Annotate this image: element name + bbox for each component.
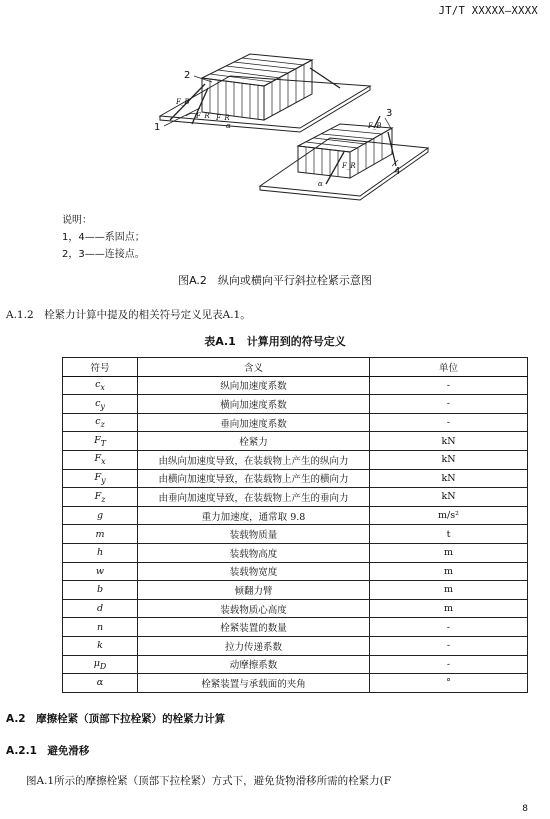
cell-unit: - [370,636,528,655]
cell-unit: - [370,376,528,395]
cell-meaning: 垂向加速度系数 [138,413,370,432]
cell-unit: kN [370,488,528,507]
cell-unit: kN [370,432,528,451]
table-title: 表A.1 计算用到的符号定义 [204,335,346,348]
table-row [63,376,528,395]
table-row [63,432,528,451]
cell-unit: t [370,525,528,544]
cell-symbol [63,376,138,395]
cell-symbol [63,581,138,600]
symbol-base: F [94,490,102,502]
cell-unit: kN [370,469,528,488]
symbol-subscript: x [101,457,106,467]
table-row [63,395,528,414]
table-row [63,469,528,488]
symbol-subscript: x [100,382,105,392]
cell-unit: m [370,599,528,618]
symbol-subscript: y [100,401,105,411]
force-label-fr-left-2: F_R [216,114,230,122]
cell-meaning: 拉力传递系数 [138,636,370,655]
table-row [63,674,528,693]
cell-symbol [63,469,138,488]
cell-symbol [63,562,138,581]
table-header-row [63,358,528,377]
table-row [63,506,528,525]
legend-item: 2，3——连接点。 [62,249,145,260]
body-text: 图A.1所示的摩擦栓紧（顶部下拉栓紧）方式下，避免货物滑移所需的栓紧力(F [26,775,391,787]
cell-unit: ° [370,674,528,693]
symbol-base: c [95,397,101,409]
table-row [63,450,528,469]
cell-symbol [63,395,138,414]
cell-unit: - [370,655,528,674]
symbol-base: n [96,621,104,633]
cell-symbol [63,525,138,544]
symbol-definition-table [62,357,528,693]
symbol-base: d [96,603,104,615]
cell-unit: - [370,413,528,432]
section-heading-a2: A.2 摩擦栓紧（顶部下拉栓紧）的栓紧力计算 [6,713,226,725]
table-row [63,562,528,581]
symbol-base: F [94,453,102,465]
cell-symbol [63,506,138,525]
table-row [63,488,528,507]
section-heading-a21: A.2.1 避免滑移 [6,745,90,757]
force-label-fr-right: F_R [342,162,356,170]
cell-symbol [63,636,138,655]
symbol-base: F [94,471,102,483]
left-crate-front [202,78,264,120]
cell-meaning: 栓紧力 [138,432,370,451]
cell-meaning: 栓紧装置与承载面的夹角 [138,674,370,693]
symbol-base: b [96,584,104,596]
cell-meaning: 横向加速度系数 [138,395,370,414]
symbol-subscript: D [99,661,107,671]
legend-title: 说明： [62,215,92,226]
cell-unit: m/s² [370,506,528,525]
callout-4: 4 [394,166,401,177]
figure-caption: 图A.2 纵向或横向平行斜拉栓紧示意图 [178,274,372,287]
table-row [63,543,528,562]
table-row [63,599,528,618]
symbol-subscript: T [100,438,106,448]
symbol-base: F [94,434,101,446]
force-label-alpha-right: α [318,180,323,188]
legend-item: 1，4——系固点； [62,232,145,243]
cell-meaning: 装载物质量 [138,525,370,544]
table-row [63,581,528,600]
symbol-base: h [96,547,104,559]
symbol-base: w [95,565,105,577]
cell-symbol [63,618,138,637]
symbol-base: μ [93,657,100,669]
cell-unit: m [370,543,528,562]
force-label-alpha-left: α [226,122,231,130]
cell-meaning: 由垂向加速度导致，在装载物上产生的垂向力 [138,488,370,507]
cell-unit: - [370,618,528,637]
table-row [63,525,528,544]
symbol-base: k [97,640,103,652]
symbol-base: c [95,378,101,390]
page-number: 8 [522,804,528,814]
cell-symbol [63,413,138,432]
header-meaning: 含义 [138,358,370,377]
symbol-base: m [95,528,105,540]
cell-unit: m [370,581,528,600]
cell-symbol [63,450,138,469]
callout-1: 1 [154,122,161,133]
standard-code: JT/T XXXXX—XXXX [438,5,538,17]
symbol-subscript: y [101,475,106,485]
cell-meaning: 装载物质心高度 [138,599,370,618]
symbol-base: c [95,416,101,428]
cell-meaning: 纵向加速度系数 [138,376,370,395]
force-label-fb-left: F_B [176,98,190,106]
cell-unit: kN [370,450,528,469]
table-row [63,618,528,637]
cell-meaning: 装载物高度 [138,543,370,562]
cell-meaning: 倾翻力臂 [138,581,370,600]
cell-meaning: 重力加速度，通常取 9.8 [138,506,370,525]
cell-symbol [63,655,138,674]
force-label-fb-right: F_B [368,122,382,130]
symbol-base: g [96,510,104,522]
symbol-subscript: z [100,420,105,430]
header-symbol: 符号 [63,358,138,377]
cell-meaning: 栓紧装置的数量 [138,618,370,637]
table-row [63,655,528,674]
force-label-fr-left: F_R [196,112,210,120]
cell-symbol [63,674,138,693]
cell-unit: m [370,562,528,581]
symbol-subscript: z [101,494,106,504]
cell-meaning: 动摩擦系数 [138,655,370,674]
paragraph-a12: A.1.2 栓紧力计算中提及的相关符号定义见表A.1。 [6,309,251,321]
figure-legend [62,212,145,263]
left-platform [160,76,370,128]
cell-unit: - [370,395,528,414]
cell-symbol [63,543,138,562]
symbol-base: α [96,677,104,689]
cell-symbol [63,599,138,618]
cell-symbol [63,488,138,507]
cell-meaning: 由横向加速度导致，在装载物上产生的横向力 [138,469,370,488]
cell-meaning: 由纵向加速度导致，在装载物上产生的纵向力 [138,450,370,469]
header-unit: 单位 [370,358,528,377]
cell-meaning: 装载物宽度 [138,562,370,581]
right-crate-side [350,128,392,178]
lashing-figure [130,28,430,208]
table-row [63,413,528,432]
table-row [63,636,528,655]
cell-symbol [63,432,138,451]
callout-2: 2 [184,70,191,81]
callout-3: 3 [386,108,393,119]
